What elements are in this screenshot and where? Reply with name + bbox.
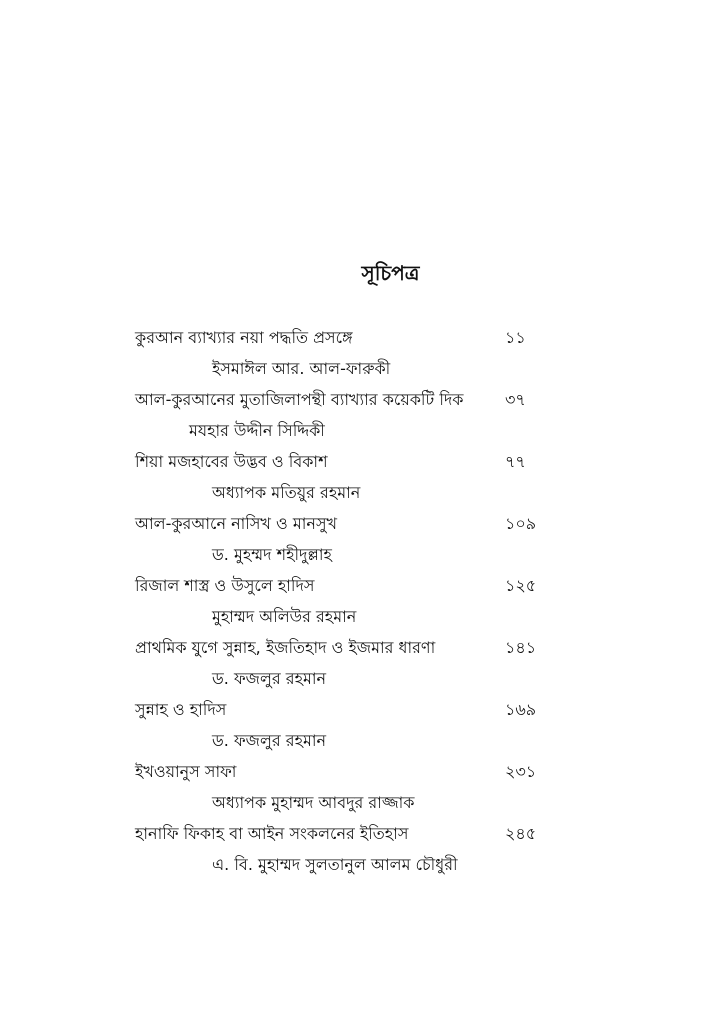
toc-entry-title: প্রাথমিক যুগে সুন্নাহ, ইজতিহাদ ও ইজমার ধারণা <box>135 638 436 657</box>
toc-entry-author: অধ্যাপক মতিয়ুর রহমান <box>212 483 361 502</box>
toc-entry-author: এ. বি. মুহাম্মদ সুলতানুল আলম চৌধুরী <box>212 855 458 874</box>
table-of-contents <box>135 322 545 880</box>
toc-entry-author: ইসমাঈল আর. আল-ফারুকী <box>212 359 391 378</box>
toc-entry-author: অধ্যাপক মুহাম্মদ আবদুর রাজ্জাক <box>212 793 415 812</box>
toc-entry-page: ২৩১ <box>505 762 537 781</box>
toc-entry-page: ২৪৫ <box>505 824 537 843</box>
toc-entry-row <box>135 322 545 353</box>
toc-entry-row <box>135 818 545 849</box>
toc-entry <box>135 508 545 570</box>
toc-entry-author: ড. মুহম্মদ শহীদুল্লাহ <box>212 545 332 564</box>
toc-entry-author: ড. ফজলুর রহমান <box>212 731 327 750</box>
toc-entry-page: ১৬৯ <box>505 700 537 719</box>
toc-entry-row <box>135 384 545 415</box>
toc-entry <box>135 384 545 446</box>
toc-entry-title: শিয়া মজহাবের উদ্ভব ও বিকাশ <box>135 452 328 471</box>
toc-entry <box>135 570 545 632</box>
toc-entry-title: হানাফি ফিকাহ বা আইন সংকলনের ইতিহাস <box>135 824 409 843</box>
toc-entry-title: আল-কুরআনে নাসিখ ও মানসুখ <box>135 514 338 533</box>
toc-entry <box>135 694 545 756</box>
toc-entry-title: ইখওয়ানুস সাফা <box>135 762 237 781</box>
toc-entry-row <box>135 632 545 663</box>
toc-entry-title: আল-কুরআনের মুতাজিলাপন্থী ব্যাখ্যার কয়েকটি দিক <box>135 390 464 409</box>
toc-entry <box>135 446 545 508</box>
page-title: সূচিপত্র <box>361 261 420 285</box>
toc-entry-page: ১৪১ <box>505 638 537 657</box>
toc-entry-row <box>135 756 545 787</box>
toc-entry-author: ড. ফজলুর রহমান <box>212 669 327 688</box>
toc-entry-title: রিজাল শাস্ত্র ও উসুলে হাদিস <box>135 576 315 595</box>
toc-entry-row <box>135 570 545 601</box>
toc-entry-page: ১১ <box>505 328 526 347</box>
toc-entry <box>135 632 545 694</box>
toc-entry <box>135 818 545 880</box>
toc-entry <box>135 756 545 818</box>
toc-entry-page: ৩৭ <box>505 390 526 409</box>
toc-entry-page: ১০৯ <box>505 514 537 533</box>
toc-entry-page: ১২৫ <box>505 576 537 595</box>
toc-entry-row <box>135 446 545 477</box>
toc-entry-page: ৭৭ <box>505 452 526 471</box>
toc-entry-title: কুরআন ব্যাখ্যার নয়া পদ্ধতি প্রসঙ্গে <box>135 328 353 347</box>
toc-entry-row <box>135 508 545 539</box>
toc-entry <box>135 322 545 384</box>
toc-entry-author: মযহার উদ্দীন সিদ্দিকী <box>189 421 325 440</box>
toc-entry-title: সুন্নাহ ও হাদিস <box>135 700 227 719</box>
toc-entry-row <box>135 694 545 725</box>
toc-entry-author: মুহাম্মদ অলিউর রহমান <box>212 607 357 626</box>
